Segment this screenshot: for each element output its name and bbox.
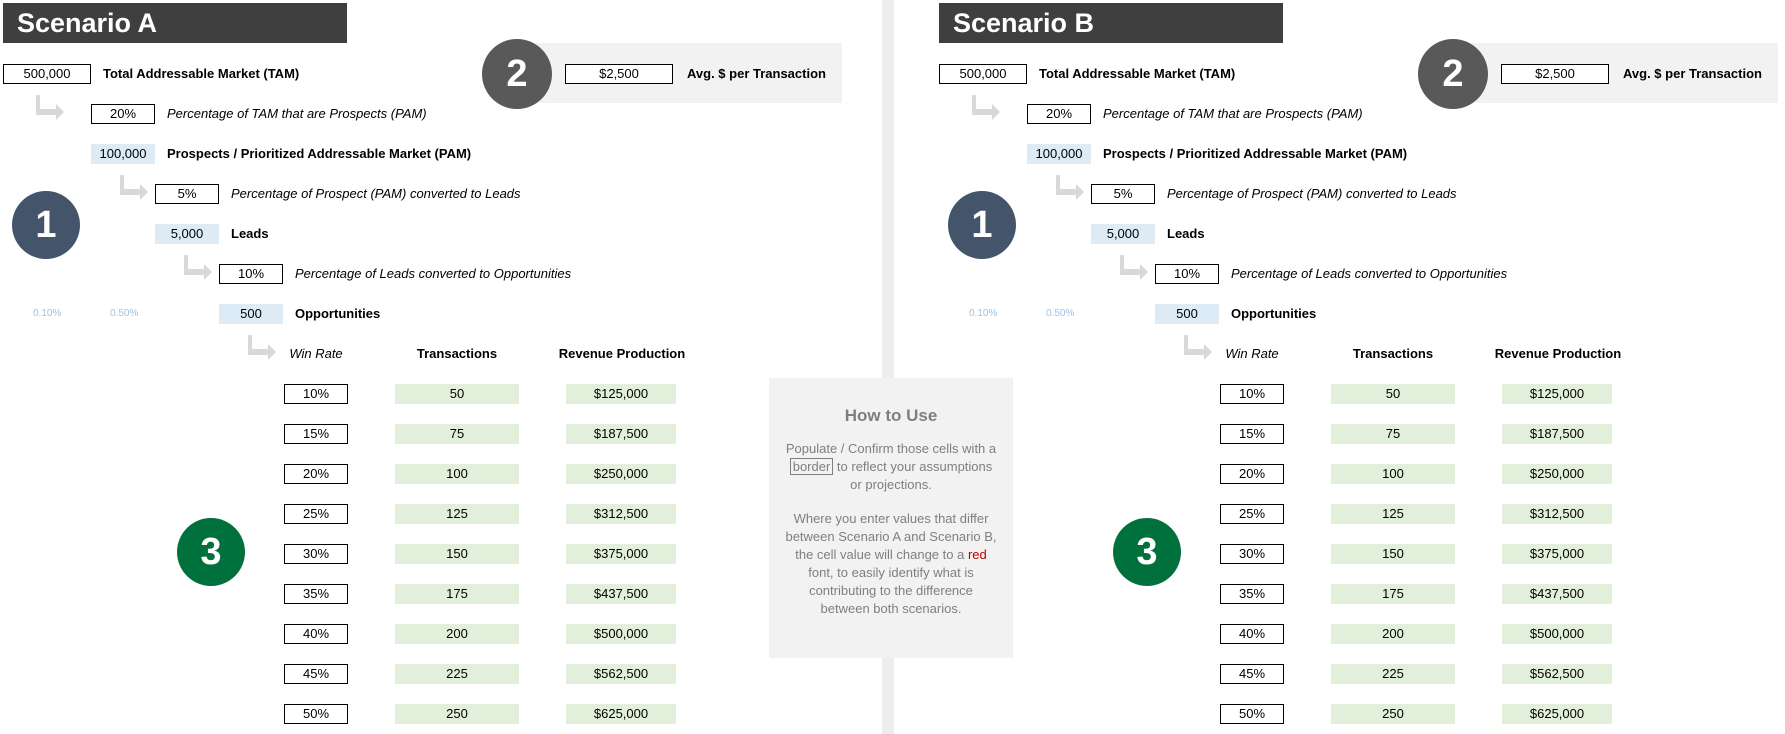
- revenue-value: $562,500: [1502, 664, 1612, 684]
- win-rate-input[interactable]: 50%: [284, 704, 348, 724]
- transactions-value: 200: [395, 624, 519, 644]
- tam-label: Total Addressable Market (TAM): [1039, 66, 1236, 81]
- avg-transaction-label: Avg. $ per Transaction: [687, 66, 826, 81]
- win-rate-input[interactable]: 30%: [284, 544, 348, 564]
- revenue-value: $125,000: [1502, 384, 1612, 404]
- lead-percentage-label: Percentage of Prospect (PAM) converted to Leads: [1167, 186, 1457, 201]
- leads-value: 5,000: [155, 224, 219, 244]
- transactions-value: 75: [395, 424, 519, 444]
- step-badge-2: 2: [482, 39, 552, 109]
- win-rate-input[interactable]: 20%: [284, 464, 348, 484]
- win-rate-input[interactable]: 20%: [1220, 464, 1284, 484]
- transactions-value: 225: [1331, 664, 1455, 684]
- pam-percentage-input[interactable]: 20%: [91, 104, 155, 124]
- opportunity-percentage-label: Percentage of Leads converted to Opportunities: [295, 266, 572, 281]
- column-header-revenue: Revenue Production: [558, 346, 686, 361]
- win-rate-input[interactable]: 10%: [284, 384, 348, 404]
- revenue-value: $625,000: [566, 704, 676, 724]
- revenue-value: $250,000: [566, 464, 676, 484]
- revenue-value: $312,500: [1502, 504, 1612, 524]
- lead-percentage-input[interactable]: 5%: [155, 184, 219, 204]
- how-to-use-text: Where you enter values that differ between Scenario A and Scenario B, the cell value will change to a: [785, 511, 997, 562]
- scenario-a-panel: [0, 0, 880, 734]
- revenue-value: $437,500: [1502, 584, 1612, 604]
- revenue-value: $250,000: [1502, 464, 1612, 484]
- revenue-value: $562,500: [566, 664, 676, 684]
- red-example: red: [967, 547, 987, 562]
- opportunities-value: 500: [219, 304, 283, 324]
- pam-percentage-label: Percentage of TAM that are Prospects (PAM): [167, 106, 427, 121]
- pam-value: 100,000: [1027, 144, 1091, 164]
- win-rate-input[interactable]: 15%: [284, 424, 348, 444]
- tam-input[interactable]: 500,000: [3, 64, 91, 84]
- column-header-win-rate: Win Rate: [289, 346, 343, 361]
- helper-value: 0.10%: [969, 308, 998, 319]
- opportunity-percentage-label: Percentage of Leads converted to Opportunities: [1231, 266, 1508, 281]
- flow-arrow-icon: [1056, 175, 1086, 201]
- how-to-use-title: How to Use: [844, 406, 938, 425]
- revenue-value: $375,000: [1502, 544, 1612, 564]
- transactions-value: 150: [1331, 544, 1455, 564]
- step-badge-1: 1: [12, 191, 80, 259]
- flow-arrow-icon: [972, 95, 1002, 121]
- revenue-value: $125,000: [566, 384, 676, 404]
- tam-input[interactable]: 500,000: [939, 64, 1027, 84]
- helper-value: 0.10%: [33, 308, 62, 319]
- avg-transaction-input[interactable]: $2,500: [1501, 64, 1609, 84]
- scenario-title: Scenario A: [3, 3, 347, 43]
- transactions-value: 225: [395, 664, 519, 684]
- win-rate-input[interactable]: 25%: [1220, 504, 1284, 524]
- win-rate-input[interactable]: 40%: [1220, 624, 1284, 644]
- transactions-value: 100: [1331, 464, 1455, 484]
- step-badge-2: 2: [1418, 39, 1488, 109]
- opportunities-label: Opportunities: [295, 306, 381, 321]
- pam-value: 100,000: [91, 144, 155, 164]
- transactions-value: 175: [395, 584, 519, 604]
- step-badge-1: 1: [948, 191, 1016, 259]
- transactions-value: 250: [1331, 704, 1455, 724]
- flow-arrow-icon: [184, 255, 214, 281]
- revenue-value: $437,500: [566, 584, 676, 604]
- how-to-use-text: Populate / Confirm those cells with a: [785, 441, 997, 456]
- flow-arrow-icon: [36, 95, 66, 121]
- helper-value: 0.50%: [1046, 308, 1075, 319]
- revenue-value: $375,000: [566, 544, 676, 564]
- leads-label: Leads: [231, 226, 269, 241]
- flow-arrow-icon: [120, 175, 150, 201]
- leads-label: Leads: [1167, 226, 1205, 241]
- flow-arrow-icon: [1184, 335, 1214, 361]
- transactions-value: 250: [395, 704, 519, 724]
- win-rate-input[interactable]: 25%: [284, 504, 348, 524]
- step-badge-3: 3: [1113, 518, 1181, 586]
- column-header-transactions: Transactions: [1352, 346, 1434, 361]
- border-example: border: [790, 458, 834, 475]
- win-rate-input[interactable]: 45%: [284, 664, 348, 684]
- how-to-use-panel: [769, 378, 1013, 658]
- leads-value: 5,000: [1091, 224, 1155, 244]
- transactions-value: 200: [1331, 624, 1455, 644]
- pam-label: Prospects / Prioritized Addressable Market (PAM): [167, 146, 472, 161]
- helper-value: 0.50%: [110, 308, 139, 319]
- revenue-value: $187,500: [1502, 424, 1612, 444]
- avg-transaction-input[interactable]: $2,500: [565, 64, 673, 84]
- transactions-value: 125: [1331, 504, 1455, 524]
- transactions-value: 50: [1331, 384, 1455, 404]
- how-to-use-paragraph-1: [783, 440, 999, 494]
- transactions-value: 75: [1331, 424, 1455, 444]
- win-rate-input[interactable]: 10%: [1220, 384, 1284, 404]
- avg-transaction-label: Avg. $ per Transaction: [1623, 66, 1762, 81]
- opportunity-percentage-input[interactable]: 10%: [219, 264, 283, 284]
- transactions-value: 50: [395, 384, 519, 404]
- transactions-value: 100: [395, 464, 519, 484]
- lead-percentage-label: Percentage of Prospect (PAM) converted to Leads: [231, 186, 521, 201]
- column-header-win-rate: Win Rate: [1225, 346, 1279, 361]
- opportunity-percentage-input[interactable]: 10%: [1155, 264, 1219, 284]
- tam-label: Total Addressable Market (TAM): [103, 66, 300, 81]
- transactions-value: 175: [1331, 584, 1455, 604]
- scenario-title: Scenario B: [939, 3, 1283, 43]
- transactions-value: 125: [395, 504, 519, 524]
- pam-percentage-label: Percentage of TAM that are Prospects (PAM): [1103, 106, 1363, 121]
- column-header-transactions: Transactions: [416, 346, 498, 361]
- revenue-value: $625,000: [1502, 704, 1612, 724]
- win-rate-input[interactable]: 40%: [284, 624, 348, 644]
- step-badge-3: 3: [177, 518, 245, 586]
- win-rate-input[interactable]: 50%: [1220, 704, 1284, 724]
- revenue-value: $500,000: [566, 624, 676, 644]
- scenario-b-panel: [936, 0, 1785, 734]
- pam-label: Prospects / Prioritized Addressable Market (PAM): [1103, 146, 1408, 161]
- win-rate-input[interactable]: 30%: [1220, 544, 1284, 564]
- win-rate-input[interactable]: 45%: [1220, 664, 1284, 684]
- win-rate-input[interactable]: 35%: [1220, 584, 1284, 604]
- revenue-value: $187,500: [566, 424, 676, 444]
- how-to-use-text: font, to easily identify what is contributing to the difference between both scenarios.: [808, 565, 974, 616]
- flow-arrow-icon: [248, 335, 278, 361]
- opportunities-value: 500: [1155, 304, 1219, 324]
- transactions-value: 150: [395, 544, 519, 564]
- revenue-value: $312,500: [566, 504, 676, 524]
- win-rate-input[interactable]: 35%: [284, 584, 348, 604]
- win-rate-input[interactable]: 15%: [1220, 424, 1284, 444]
- revenue-value: $500,000: [1502, 624, 1612, 644]
- column-header-revenue: Revenue Production: [1494, 346, 1622, 361]
- lead-percentage-input[interactable]: 5%: [1091, 184, 1155, 204]
- pam-percentage-input[interactable]: 20%: [1027, 104, 1091, 124]
- how-to-use-paragraph-2: [783, 510, 999, 618]
- how-to-use-text: to reflect your assumptions or projections.: [833, 459, 993, 492]
- opportunities-label: Opportunities: [1231, 306, 1317, 321]
- flow-arrow-icon: [1120, 255, 1150, 281]
